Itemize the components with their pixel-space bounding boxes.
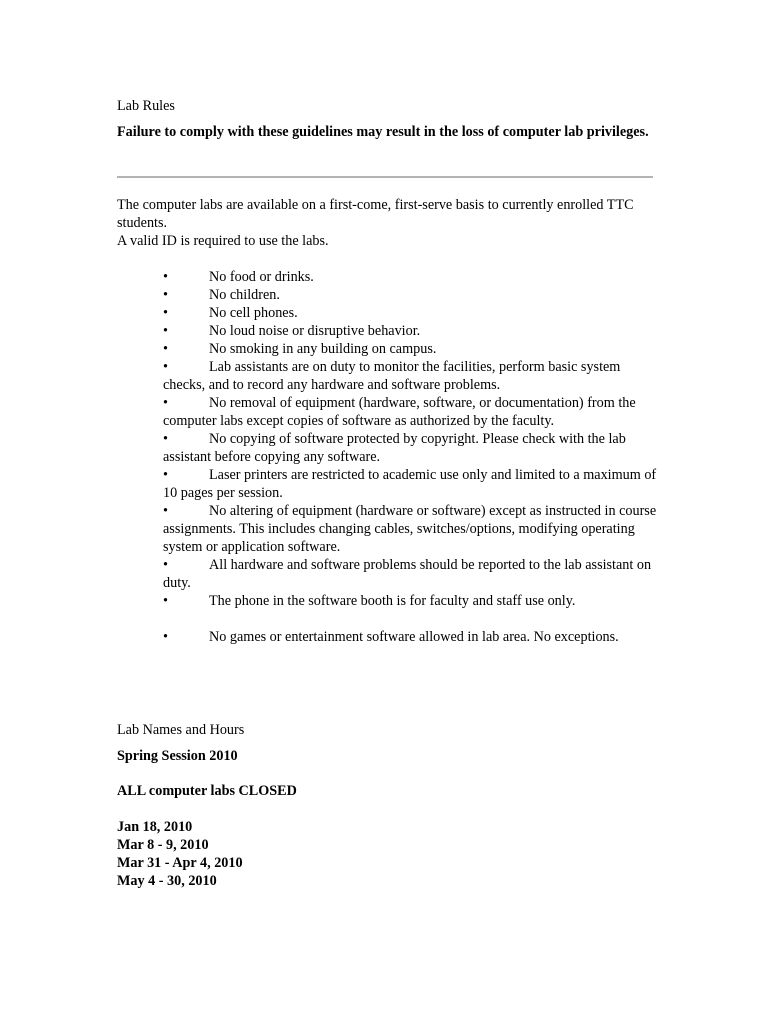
intro-line-availability: The computer labs are available on a first-come, first-serve basis to currently enrolled TTC students. xyxy=(117,197,634,231)
bullet-icon: • xyxy=(163,323,168,339)
rule-text: No food or drinks. xyxy=(209,269,314,285)
closed-date: Mar 31 - Apr 4, 2010 xyxy=(117,855,243,871)
closed-date: Jan 18, 2010 xyxy=(117,819,193,835)
closed-dates-list xyxy=(117,818,243,890)
rules-list xyxy=(163,268,663,646)
rule-item xyxy=(163,628,663,646)
rule-text: No games or entertainment software allowed in lab area. No exceptions. xyxy=(209,629,619,645)
bullet-icon: • xyxy=(163,557,168,573)
rule-text: No loud noise or disruptive behavior. xyxy=(209,323,421,339)
bullet-icon: • xyxy=(163,503,168,519)
bullet-icon: • xyxy=(163,431,168,447)
intro-paragraph xyxy=(117,196,677,250)
rule-text: No smoking in any building on campus. xyxy=(209,341,437,357)
rule-item xyxy=(163,340,663,358)
rule-text: All hardware and software problems should be reported to the lab assistant on duty. xyxy=(163,557,652,591)
closed-date: Mar 8 - 9, 2010 xyxy=(117,837,209,853)
rule-text: No removal of equipment (hardware, software, or documentation) from the computer labs except copies of software as authorized by the faculty. xyxy=(163,395,636,429)
bullet-icon: • xyxy=(163,629,168,645)
bullet-icon: • xyxy=(163,305,168,321)
rule-item xyxy=(163,502,663,556)
rule-item xyxy=(163,430,663,466)
closed-date: May 4 - 30, 2010 xyxy=(117,873,217,889)
rule-item xyxy=(163,286,663,304)
horizontal-divider xyxy=(117,176,653,178)
intro-line-id-required: A valid ID is required to use the labs. xyxy=(117,233,329,249)
lab-rules-heading: Lab Rules xyxy=(117,98,175,114)
rule-item xyxy=(163,268,663,286)
session-title: Spring Session 2010 xyxy=(117,748,238,764)
rule-text: No copying of software protected by copyright. Please check with the lab assistant before copying any software. xyxy=(163,431,626,465)
bullet-icon: • xyxy=(163,269,168,285)
bullet-icon: • xyxy=(163,287,168,303)
bullet-icon: • xyxy=(163,593,168,609)
rule-text: No altering of equipment (hardware or software) except as instructed in course assignments. This includes changing cables, switches/options, modifying operating system or application software. xyxy=(163,503,657,555)
rule-text: No children. xyxy=(209,287,280,303)
rule-text: Laser printers are restricted to academic use only and limited to a maximum of 10 pages per session. xyxy=(163,467,657,501)
warning-text: Failure to comply with these guidelines may result in the loss of computer lab privileges. xyxy=(117,124,649,140)
rule-item xyxy=(163,592,663,610)
rule-item xyxy=(163,358,663,394)
rule-item xyxy=(163,556,663,592)
bullet-icon: • xyxy=(163,467,168,483)
rule-item xyxy=(163,322,663,340)
closed-notice: ALL computer labs CLOSED xyxy=(117,783,297,799)
rule-text: No cell phones. xyxy=(209,305,298,321)
bullet-icon: • xyxy=(163,359,168,375)
rule-text: The phone in the software booth is for faculty and staff use only. xyxy=(209,593,576,609)
bullet-icon: • xyxy=(163,395,168,411)
lab-hours-heading: Lab Names and Hours xyxy=(117,722,245,738)
rule-text: Lab assistants are on duty to monitor the facilities, perform basic system checks, and to record any hardware and software problems. xyxy=(163,359,621,393)
rule-item xyxy=(163,394,663,430)
rule-item xyxy=(163,304,663,322)
bullet-icon: • xyxy=(163,341,168,357)
rule-item xyxy=(163,466,663,502)
